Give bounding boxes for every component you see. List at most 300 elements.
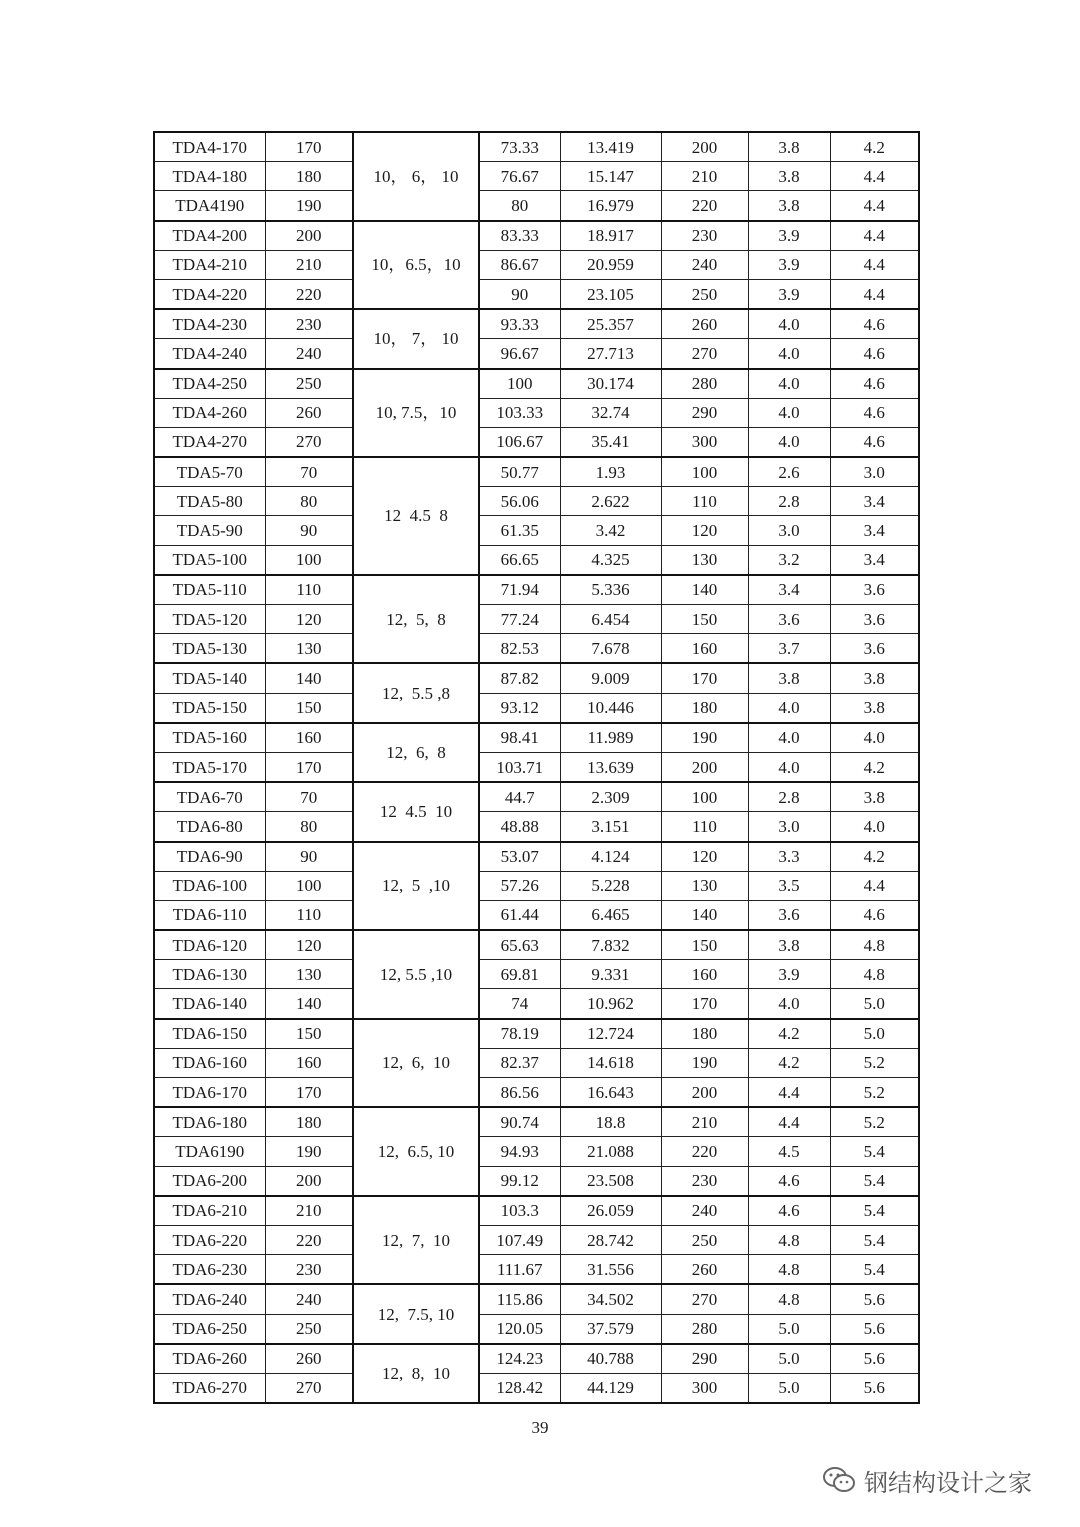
value-cell-c: 150 — [661, 605, 748, 634]
model-cell: TDA4-240 — [154, 339, 265, 369]
value-cell-d: 5.0 — [748, 1344, 830, 1374]
value-cell-e: 4.4 — [830, 221, 919, 251]
size-cell: 170 — [265, 752, 353, 782]
value-cell-a: 94.93 — [479, 1137, 560, 1166]
value-cell-c: 200 — [661, 752, 748, 782]
model-cell: TDA6-90 — [154, 842, 265, 872]
table-row — [154, 752, 919, 782]
value-cell-a: 99.12 — [479, 1166, 560, 1196]
size-cell: 270 — [265, 427, 353, 457]
size-cell: 130 — [265, 634, 353, 664]
spec-cell: 10，6.5，10 — [353, 221, 479, 310]
table-row — [154, 575, 919, 605]
spec-cell: 10， 7， 10 — [353, 309, 479, 368]
value-cell-a: 98.41 — [479, 723, 560, 753]
table-row — [154, 516, 919, 545]
size-cell: 260 — [265, 1344, 353, 1374]
value-cell-c: 270 — [661, 339, 748, 369]
table-row — [154, 545, 919, 575]
size-cell: 250 — [265, 1314, 353, 1344]
value-cell-c: 120 — [661, 842, 748, 872]
model-cell: TDA6-70 — [154, 782, 265, 812]
value-cell-d: 4.2 — [748, 1048, 830, 1077]
value-cell-e: 3.0 — [830, 457, 919, 487]
value-cell-a: 93.12 — [479, 693, 560, 723]
value-cell-d: 3.3 — [748, 842, 830, 872]
value-cell-d: 3.4 — [748, 575, 830, 605]
value-cell-b: 13.639 — [560, 752, 661, 782]
value-cell-b: 9.009 — [560, 663, 661, 693]
table-row — [154, 369, 919, 399]
table-row — [154, 1225, 919, 1254]
value-cell-c: 240 — [661, 1196, 748, 1226]
watermark — [822, 1458, 1032, 1502]
value-cell-a: 82.37 — [479, 1048, 560, 1077]
value-cell-b: 6.454 — [560, 605, 661, 634]
size-cell: 270 — [265, 1373, 353, 1403]
value-cell-c: 130 — [661, 871, 748, 900]
table-row — [154, 605, 919, 634]
spec-cell: 12, 6, 10 — [353, 1019, 479, 1108]
value-cell-c: 210 — [661, 162, 748, 191]
value-cell-a: 53.07 — [479, 842, 560, 872]
table-row — [154, 871, 919, 900]
spec-cell: 12 4.5 10 — [353, 782, 479, 841]
spec-cell: 12, 6.5, 10 — [353, 1107, 479, 1196]
value-cell-c: 110 — [661, 487, 748, 516]
value-cell-c: 200 — [661, 1078, 748, 1108]
size-cell: 190 — [265, 191, 353, 221]
value-cell-e: 4.6 — [830, 398, 919, 427]
model-cell: TDA5-110 — [154, 575, 265, 605]
value-cell-c: 230 — [661, 1166, 748, 1196]
value-cell-a: 77.24 — [479, 605, 560, 634]
model-cell: TDA5-160 — [154, 723, 265, 753]
value-cell-e: 3.4 — [830, 516, 919, 545]
value-cell-b: 4.124 — [560, 842, 661, 872]
model-cell: TDA6-220 — [154, 1225, 265, 1254]
value-cell-b: 25.357 — [560, 309, 661, 339]
size-cell: 120 — [265, 605, 353, 634]
value-cell-c: 220 — [661, 191, 748, 221]
value-cell-b: 31.556 — [560, 1255, 661, 1285]
value-cell-b: 7.832 — [560, 930, 661, 960]
value-cell-a: 66.65 — [479, 545, 560, 575]
value-cell-a: 107.49 — [479, 1225, 560, 1254]
value-cell-b: 16.643 — [560, 1078, 661, 1108]
value-cell-a: 87.82 — [479, 663, 560, 693]
table-row — [154, 693, 919, 723]
value-cell-c: 100 — [661, 782, 748, 812]
model-cell: TDA6-260 — [154, 1344, 265, 1374]
spec-cell: 12, 5 ,10 — [353, 842, 479, 931]
value-cell-a: 103.71 — [479, 752, 560, 782]
size-cell: 230 — [265, 1255, 353, 1285]
value-cell-b: 20.959 — [560, 250, 661, 279]
value-cell-b: 44.129 — [560, 1373, 661, 1403]
wechat-icon — [822, 1465, 856, 1495]
value-cell-c: 220 — [661, 1137, 748, 1166]
value-cell-b: 3.42 — [560, 516, 661, 545]
model-cell: TDA6-170 — [154, 1078, 265, 1108]
model-cell: TDA4-270 — [154, 427, 265, 457]
value-cell-b: 10.962 — [560, 989, 661, 1019]
value-cell-d: 4.4 — [748, 1078, 830, 1108]
model-cell: TDA5-120 — [154, 605, 265, 634]
size-cell: 210 — [265, 250, 353, 279]
value-cell-b: 23.105 — [560, 279, 661, 309]
size-cell: 200 — [265, 221, 353, 251]
size-cell: 80 — [265, 812, 353, 842]
model-cell: TDA6-240 — [154, 1284, 265, 1314]
table-row — [154, 457, 919, 487]
value-cell-a: 69.81 — [479, 960, 560, 989]
value-cell-d: 4.0 — [748, 989, 830, 1019]
value-cell-a: 80 — [479, 191, 560, 221]
model-cell: TDA4-170 — [154, 132, 265, 162]
value-cell-a: 82.53 — [479, 634, 560, 664]
size-cell: 160 — [265, 1048, 353, 1077]
size-cell: 100 — [265, 545, 353, 575]
size-cell: 220 — [265, 1225, 353, 1254]
value-cell-d: 4.8 — [748, 1284, 830, 1314]
value-cell-b: 7.678 — [560, 634, 661, 664]
value-cell-e: 4.4 — [830, 191, 919, 221]
value-cell-d: 4.0 — [748, 339, 830, 369]
value-cell-e: 5.6 — [830, 1373, 919, 1403]
value-cell-b: 1.93 — [560, 457, 661, 487]
value-cell-e: 5.6 — [830, 1344, 919, 1374]
value-cell-d: 3.9 — [748, 221, 830, 251]
value-cell-c: 190 — [661, 1048, 748, 1077]
value-cell-b: 23.508 — [560, 1166, 661, 1196]
size-cell: 120 — [265, 930, 353, 960]
value-cell-a: 71.94 — [479, 575, 560, 605]
value-cell-d: 4.8 — [748, 1225, 830, 1254]
value-cell-e: 4.6 — [830, 900, 919, 930]
model-cell: TDA4-220 — [154, 279, 265, 309]
value-cell-d: 3.9 — [748, 960, 830, 989]
value-cell-c: 210 — [661, 1107, 748, 1137]
value-cell-c: 140 — [661, 575, 748, 605]
table-row — [154, 339, 919, 369]
table-row — [154, 930, 919, 960]
value-cell-a: 78.19 — [479, 1019, 560, 1049]
table-row — [154, 1048, 919, 1077]
value-cell-c: 160 — [661, 634, 748, 664]
value-cell-e: 3.8 — [830, 693, 919, 723]
value-cell-a: 128.42 — [479, 1373, 560, 1403]
spec-cell: 12, 7.5, 10 — [353, 1284, 479, 1343]
spec-cell: 12, 8, 10 — [353, 1344, 479, 1403]
value-cell-c: 280 — [661, 1314, 748, 1344]
size-cell: 190 — [265, 1137, 353, 1166]
value-cell-d: 4.0 — [748, 398, 830, 427]
table-row — [154, 900, 919, 930]
value-cell-d: 2.8 — [748, 487, 830, 516]
value-cell-d: 2.6 — [748, 457, 830, 487]
value-cell-c: 300 — [661, 1373, 748, 1403]
value-cell-c: 170 — [661, 989, 748, 1019]
value-cell-c: 240 — [661, 250, 748, 279]
value-cell-d: 3.0 — [748, 812, 830, 842]
size-cell: 70 — [265, 782, 353, 812]
value-cell-e: 5.6 — [830, 1284, 919, 1314]
size-cell: 210 — [265, 1196, 353, 1226]
value-cell-b: 40.788 — [560, 1344, 661, 1374]
value-cell-a: 111.67 — [479, 1255, 560, 1285]
model-cell: TDA6-130 — [154, 960, 265, 989]
value-cell-a: 44.7 — [479, 782, 560, 812]
value-cell-c: 100 — [661, 457, 748, 487]
value-cell-e: 5.4 — [830, 1166, 919, 1196]
value-cell-c: 270 — [661, 1284, 748, 1314]
value-cell-b: 16.979 — [560, 191, 661, 221]
spec-cell: 10, 7.5，10 — [353, 369, 479, 458]
model-cell: TDA4-260 — [154, 398, 265, 427]
value-cell-a: 96.67 — [479, 339, 560, 369]
size-cell: 160 — [265, 723, 353, 753]
model-cell: TDA6190 — [154, 1137, 265, 1166]
value-cell-b: 4.325 — [560, 545, 661, 575]
value-cell-b: 28.742 — [560, 1225, 661, 1254]
value-cell-d: 4.0 — [748, 369, 830, 399]
size-cell: 180 — [265, 1107, 353, 1137]
value-cell-e: 4.2 — [830, 132, 919, 162]
value-cell-e: 4.4 — [830, 250, 919, 279]
table-row — [154, 221, 919, 251]
value-cell-c: 170 — [661, 663, 748, 693]
value-cell-d: 4.6 — [748, 1166, 830, 1196]
spec-cell: 10， 6， 10 — [353, 132, 479, 221]
value-cell-e: 5.2 — [830, 1078, 919, 1108]
value-cell-d: 3.8 — [748, 930, 830, 960]
spec-cell: 12, 5, 8 — [353, 575, 479, 664]
value-cell-b: 30.174 — [560, 369, 661, 399]
size-cell: 150 — [265, 1019, 353, 1049]
value-cell-d: 3.9 — [748, 279, 830, 309]
model-cell: TDA5-80 — [154, 487, 265, 516]
value-cell-c: 180 — [661, 1019, 748, 1049]
table-row — [154, 309, 919, 339]
value-cell-b: 3.151 — [560, 812, 661, 842]
value-cell-a: 57.26 — [479, 871, 560, 900]
size-cell: 140 — [265, 663, 353, 693]
model-cell: TDA6-80 — [154, 812, 265, 842]
value-cell-a: 103.3 — [479, 1196, 560, 1226]
spec-cell: 12 4.5 8 — [353, 457, 479, 575]
size-cell: 150 — [265, 693, 353, 723]
value-cell-a: 115.86 — [479, 1284, 560, 1314]
value-cell-c: 290 — [661, 1344, 748, 1374]
table-row — [154, 782, 919, 812]
model-cell: TDA5-170 — [154, 752, 265, 782]
value-cell-b: 2.622 — [560, 487, 661, 516]
size-cell: 100 — [265, 871, 353, 900]
value-cell-a: 90.74 — [479, 1107, 560, 1137]
model-cell: TDA6-180 — [154, 1107, 265, 1137]
model-cell: TDA5-150 — [154, 693, 265, 723]
value-cell-c: 260 — [661, 309, 748, 339]
value-cell-b: 5.336 — [560, 575, 661, 605]
spec-cell: 12, 5.5 ,10 — [353, 930, 479, 1019]
value-cell-c: 250 — [661, 1225, 748, 1254]
value-cell-b: 34.502 — [560, 1284, 661, 1314]
value-cell-e: 4.2 — [830, 752, 919, 782]
table-row — [154, 191, 919, 221]
table-row — [154, 1196, 919, 1226]
value-cell-d: 3.2 — [748, 545, 830, 575]
value-cell-c: 260 — [661, 1255, 748, 1285]
value-cell-c: 120 — [661, 516, 748, 545]
value-cell-e: 4.4 — [830, 279, 919, 309]
value-cell-c: 290 — [661, 398, 748, 427]
model-cell: TDA6-110 — [154, 900, 265, 930]
page-number: 39 — [531, 1418, 549, 1437]
model-cell: TDA4-250 — [154, 369, 265, 399]
value-cell-c: 230 — [661, 221, 748, 251]
table-row — [154, 132, 919, 162]
value-cell-e: 3.8 — [830, 782, 919, 812]
value-cell-a: 100 — [479, 369, 560, 399]
value-cell-e: 4.8 — [830, 960, 919, 989]
value-cell-d: 4.0 — [748, 752, 830, 782]
value-cell-b: 2.309 — [560, 782, 661, 812]
value-cell-e: 4.2 — [830, 842, 919, 872]
size-cell: 170 — [265, 1078, 353, 1108]
value-cell-e: 4.6 — [830, 339, 919, 369]
value-cell-b: 12.724 — [560, 1019, 661, 1049]
value-cell-e: 5.4 — [830, 1255, 919, 1285]
value-cell-c: 140 — [661, 900, 748, 930]
value-cell-e: 3.6 — [830, 605, 919, 634]
value-cell-c: 110 — [661, 812, 748, 842]
size-cell: 220 — [265, 279, 353, 309]
value-cell-d: 5.0 — [748, 1314, 830, 1344]
value-cell-b: 6.465 — [560, 900, 661, 930]
model-cell: TDA4-200 — [154, 221, 265, 251]
size-cell: 90 — [265, 842, 353, 872]
table-row — [154, 634, 919, 664]
spec-cell: 12, 7, 10 — [353, 1196, 479, 1285]
value-cell-e: 3.6 — [830, 634, 919, 664]
value-cell-b: 5.228 — [560, 871, 661, 900]
size-cell: 170 — [265, 132, 353, 162]
value-cell-d: 4.0 — [748, 693, 830, 723]
value-cell-d: 4.2 — [748, 1019, 830, 1049]
value-cell-c: 160 — [661, 960, 748, 989]
value-cell-b: 21.088 — [560, 1137, 661, 1166]
table-row — [154, 960, 919, 989]
value-cell-d: 4.8 — [748, 1255, 830, 1285]
value-cell-d: 4.4 — [748, 1107, 830, 1137]
value-cell-e: 4.6 — [830, 369, 919, 399]
value-cell-c: 200 — [661, 132, 748, 162]
value-cell-c: 190 — [661, 723, 748, 753]
table-row — [154, 989, 919, 1019]
size-cell: 130 — [265, 960, 353, 989]
table-row — [154, 427, 919, 457]
value-cell-a: 61.35 — [479, 516, 560, 545]
table-row — [154, 162, 919, 191]
model-cell: TDA5-130 — [154, 634, 265, 664]
value-cell-b: 35.41 — [560, 427, 661, 457]
value-cell-d: 4.0 — [748, 309, 830, 339]
value-cell-a: 86.56 — [479, 1078, 560, 1108]
table-row — [154, 723, 919, 753]
value-cell-d: 4.6 — [748, 1196, 830, 1226]
value-cell-d: 4.0 — [748, 723, 830, 753]
spec-cell: 12, 6, 8 — [353, 723, 479, 782]
value-cell-d: 3.6 — [748, 900, 830, 930]
table-row — [154, 812, 919, 842]
value-cell-c: 130 — [661, 545, 748, 575]
size-cell: 230 — [265, 309, 353, 339]
value-cell-e: 3.4 — [830, 545, 919, 575]
model-cell: TDA6-140 — [154, 989, 265, 1019]
value-cell-e: 4.4 — [830, 162, 919, 191]
value-cell-e: 4.6 — [830, 427, 919, 457]
model-cell: TDA6-120 — [154, 930, 265, 960]
value-cell-a: 56.06 — [479, 487, 560, 516]
table-row — [154, 1255, 919, 1285]
value-cell-a: 103.33 — [479, 398, 560, 427]
value-cell-b: 15.147 — [560, 162, 661, 191]
value-cell-b: 13.419 — [560, 132, 661, 162]
value-cell-a: 120.05 — [479, 1314, 560, 1344]
value-cell-c: 250 — [661, 279, 748, 309]
value-cell-d: 2.8 — [748, 782, 830, 812]
table-row — [154, 1107, 919, 1137]
value-cell-a: 50.77 — [479, 457, 560, 487]
value-cell-b: 10.446 — [560, 693, 661, 723]
value-cell-b: 26.059 — [560, 1196, 661, 1226]
value-cell-e: 3.6 — [830, 575, 919, 605]
value-cell-a: 74 — [479, 989, 560, 1019]
size-cell: 250 — [265, 369, 353, 399]
value-cell-a: 83.33 — [479, 221, 560, 251]
value-cell-a: 73.33 — [479, 132, 560, 162]
value-cell-e: 5.0 — [830, 1019, 919, 1049]
value-cell-c: 280 — [661, 369, 748, 399]
value-cell-a: 86.67 — [479, 250, 560, 279]
value-cell-e: 5.6 — [830, 1314, 919, 1344]
table-row — [154, 1019, 919, 1049]
size-cell: 200 — [265, 1166, 353, 1196]
model-cell: TDA6-210 — [154, 1196, 265, 1226]
value-cell-a: 61.44 — [479, 900, 560, 930]
value-cell-a: 76.67 — [479, 162, 560, 191]
model-cell: TDA6-160 — [154, 1048, 265, 1077]
model-cell: TDA6-230 — [154, 1255, 265, 1285]
table-row — [154, 1344, 919, 1374]
table-row — [154, 1314, 919, 1344]
size-cell: 240 — [265, 1284, 353, 1314]
value-cell-d: 3.8 — [748, 191, 830, 221]
model-cell: TDA6-150 — [154, 1019, 265, 1049]
model-cell: TDA4-210 — [154, 250, 265, 279]
table-row — [154, 487, 919, 516]
model-cell: TDA4-180 — [154, 162, 265, 191]
value-cell-b: 9.331 — [560, 960, 661, 989]
size-cell: 180 — [265, 162, 353, 191]
size-cell: 80 — [265, 487, 353, 516]
value-cell-e: 5.2 — [830, 1048, 919, 1077]
value-cell-e: 5.4 — [830, 1196, 919, 1226]
value-cell-e: 5.2 — [830, 1107, 919, 1137]
model-cell: TDA5-140 — [154, 663, 265, 693]
value-cell-a: 90 — [479, 279, 560, 309]
